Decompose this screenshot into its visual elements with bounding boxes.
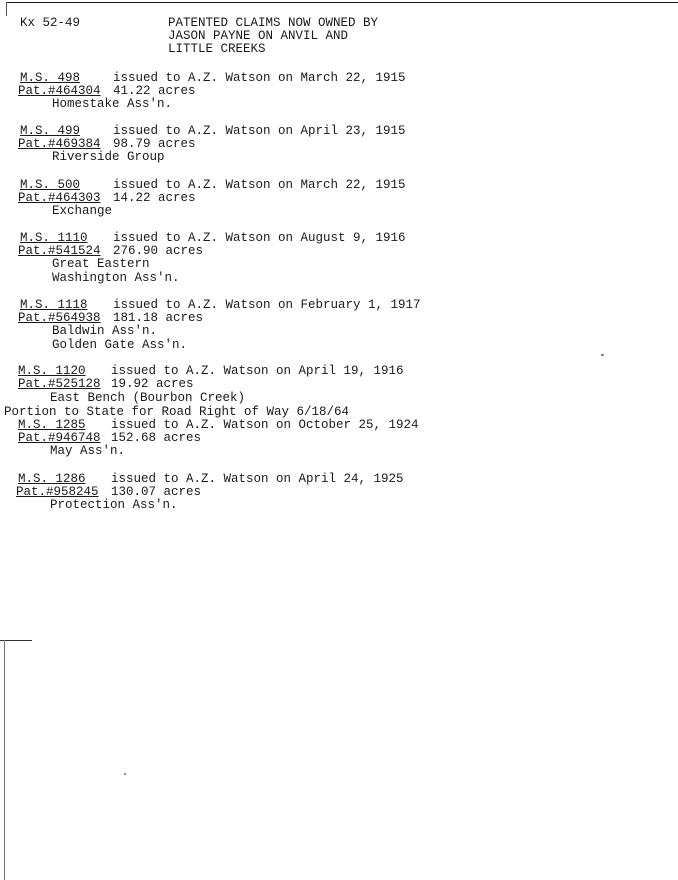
scan-mark [4, 640, 5, 880]
claim-name: Washington Ass'n. [52, 271, 180, 285]
claim-name: Homestake Ass'n. [52, 97, 173, 111]
mineral-survey-number: M.S. 1285 [18, 418, 86, 432]
patent-number: Pat.#469384 [18, 137, 101, 151]
acreage: 98.79 acres [113, 137, 196, 151]
acreage: 152.68 acres [111, 431, 202, 445]
acreage: 14.22 acres [113, 191, 196, 205]
road-right-of-way-note: Portion to State for Road Right of Way 6/18/64 [4, 405, 350, 419]
acreage: 41.22 acres [113, 84, 196, 98]
acreage: 181.18 acres [113, 311, 204, 325]
patent-number: Pat.#541524 [18, 244, 101, 258]
acreage: 130.07 acres [111, 485, 202, 499]
scan-speck [124, 773, 126, 775]
claim-name: Great Eastern [52, 257, 150, 271]
issued-text: issued to A.Z. Watson on April 23, 1915 [113, 124, 406, 138]
acreage: 276.90 acres [113, 244, 204, 258]
mineral-survey-number: M.S. 500 [20, 178, 81, 192]
issued-text: issued to A.Z. Watson on April 19, 1916 [111, 364, 404, 378]
left-border-tick [6, 2, 7, 16]
claim-name: East Bench (Bourbon Creek) [50, 391, 246, 405]
claim-name: Riverside Group [52, 150, 165, 164]
title-line-1: PATENTED CLAIMS NOW OWNED BY [168, 16, 379, 30]
issued-text: issued to A.Z. Watson on March 22, 1915 [113, 71, 406, 85]
patent-number: Pat.#525128 [18, 377, 101, 391]
claim-name: May Ass'n. [50, 444, 126, 458]
issued-text: issued to A.Z. Watson on March 22, 1915 [113, 178, 406, 192]
patent-number: Pat.#958245 [16, 485, 99, 499]
top-border-line [6, 2, 678, 3]
claim-name: Exchange [52, 204, 113, 218]
patent-number: Pat.#946748 [18, 431, 101, 445]
patent-number: Pat.#564938 [18, 311, 101, 325]
mineral-survey-number: M.S. 1110 [20, 231, 88, 245]
title-line-2: JASON PAYNE ON ANVIL AND [168, 29, 349, 43]
mineral-survey-number: M.S. 1118 [20, 298, 88, 312]
scan-speck [601, 354, 604, 356]
acreage: 19.92 acres [111, 377, 194, 391]
mineral-survey-number: M.S. 1120 [18, 364, 86, 378]
issued-text: issued to A.Z. Watson on February 1, 1917 [113, 298, 421, 312]
issued-text: issued to A.Z. Watson on October 25, 1924 [111, 418, 419, 432]
claim-name: Golden Gate Ass'n. [52, 338, 188, 352]
mineral-survey-number: M.S. 499 [20, 124, 81, 138]
patent-number: Pat.#464303 [18, 191, 101, 205]
claim-name: Baldwin Ass'n. [52, 324, 158, 338]
document-id: Kx 52-49 [20, 16, 81, 30]
issued-text: issued to A.Z. Watson on April 24, 1925 [111, 472, 404, 486]
patent-number: Pat.#464304 [18, 84, 101, 98]
issued-text: issued to A.Z. Watson on August 9, 1916 [113, 231, 406, 245]
claim-name: Protection Ass'n. [50, 498, 178, 512]
mineral-survey-number: M.S. 1286 [18, 472, 86, 486]
title-line-3: LITTLE CREEKS [168, 42, 266, 56]
mineral-survey-number: M.S. 498 [20, 71, 81, 85]
